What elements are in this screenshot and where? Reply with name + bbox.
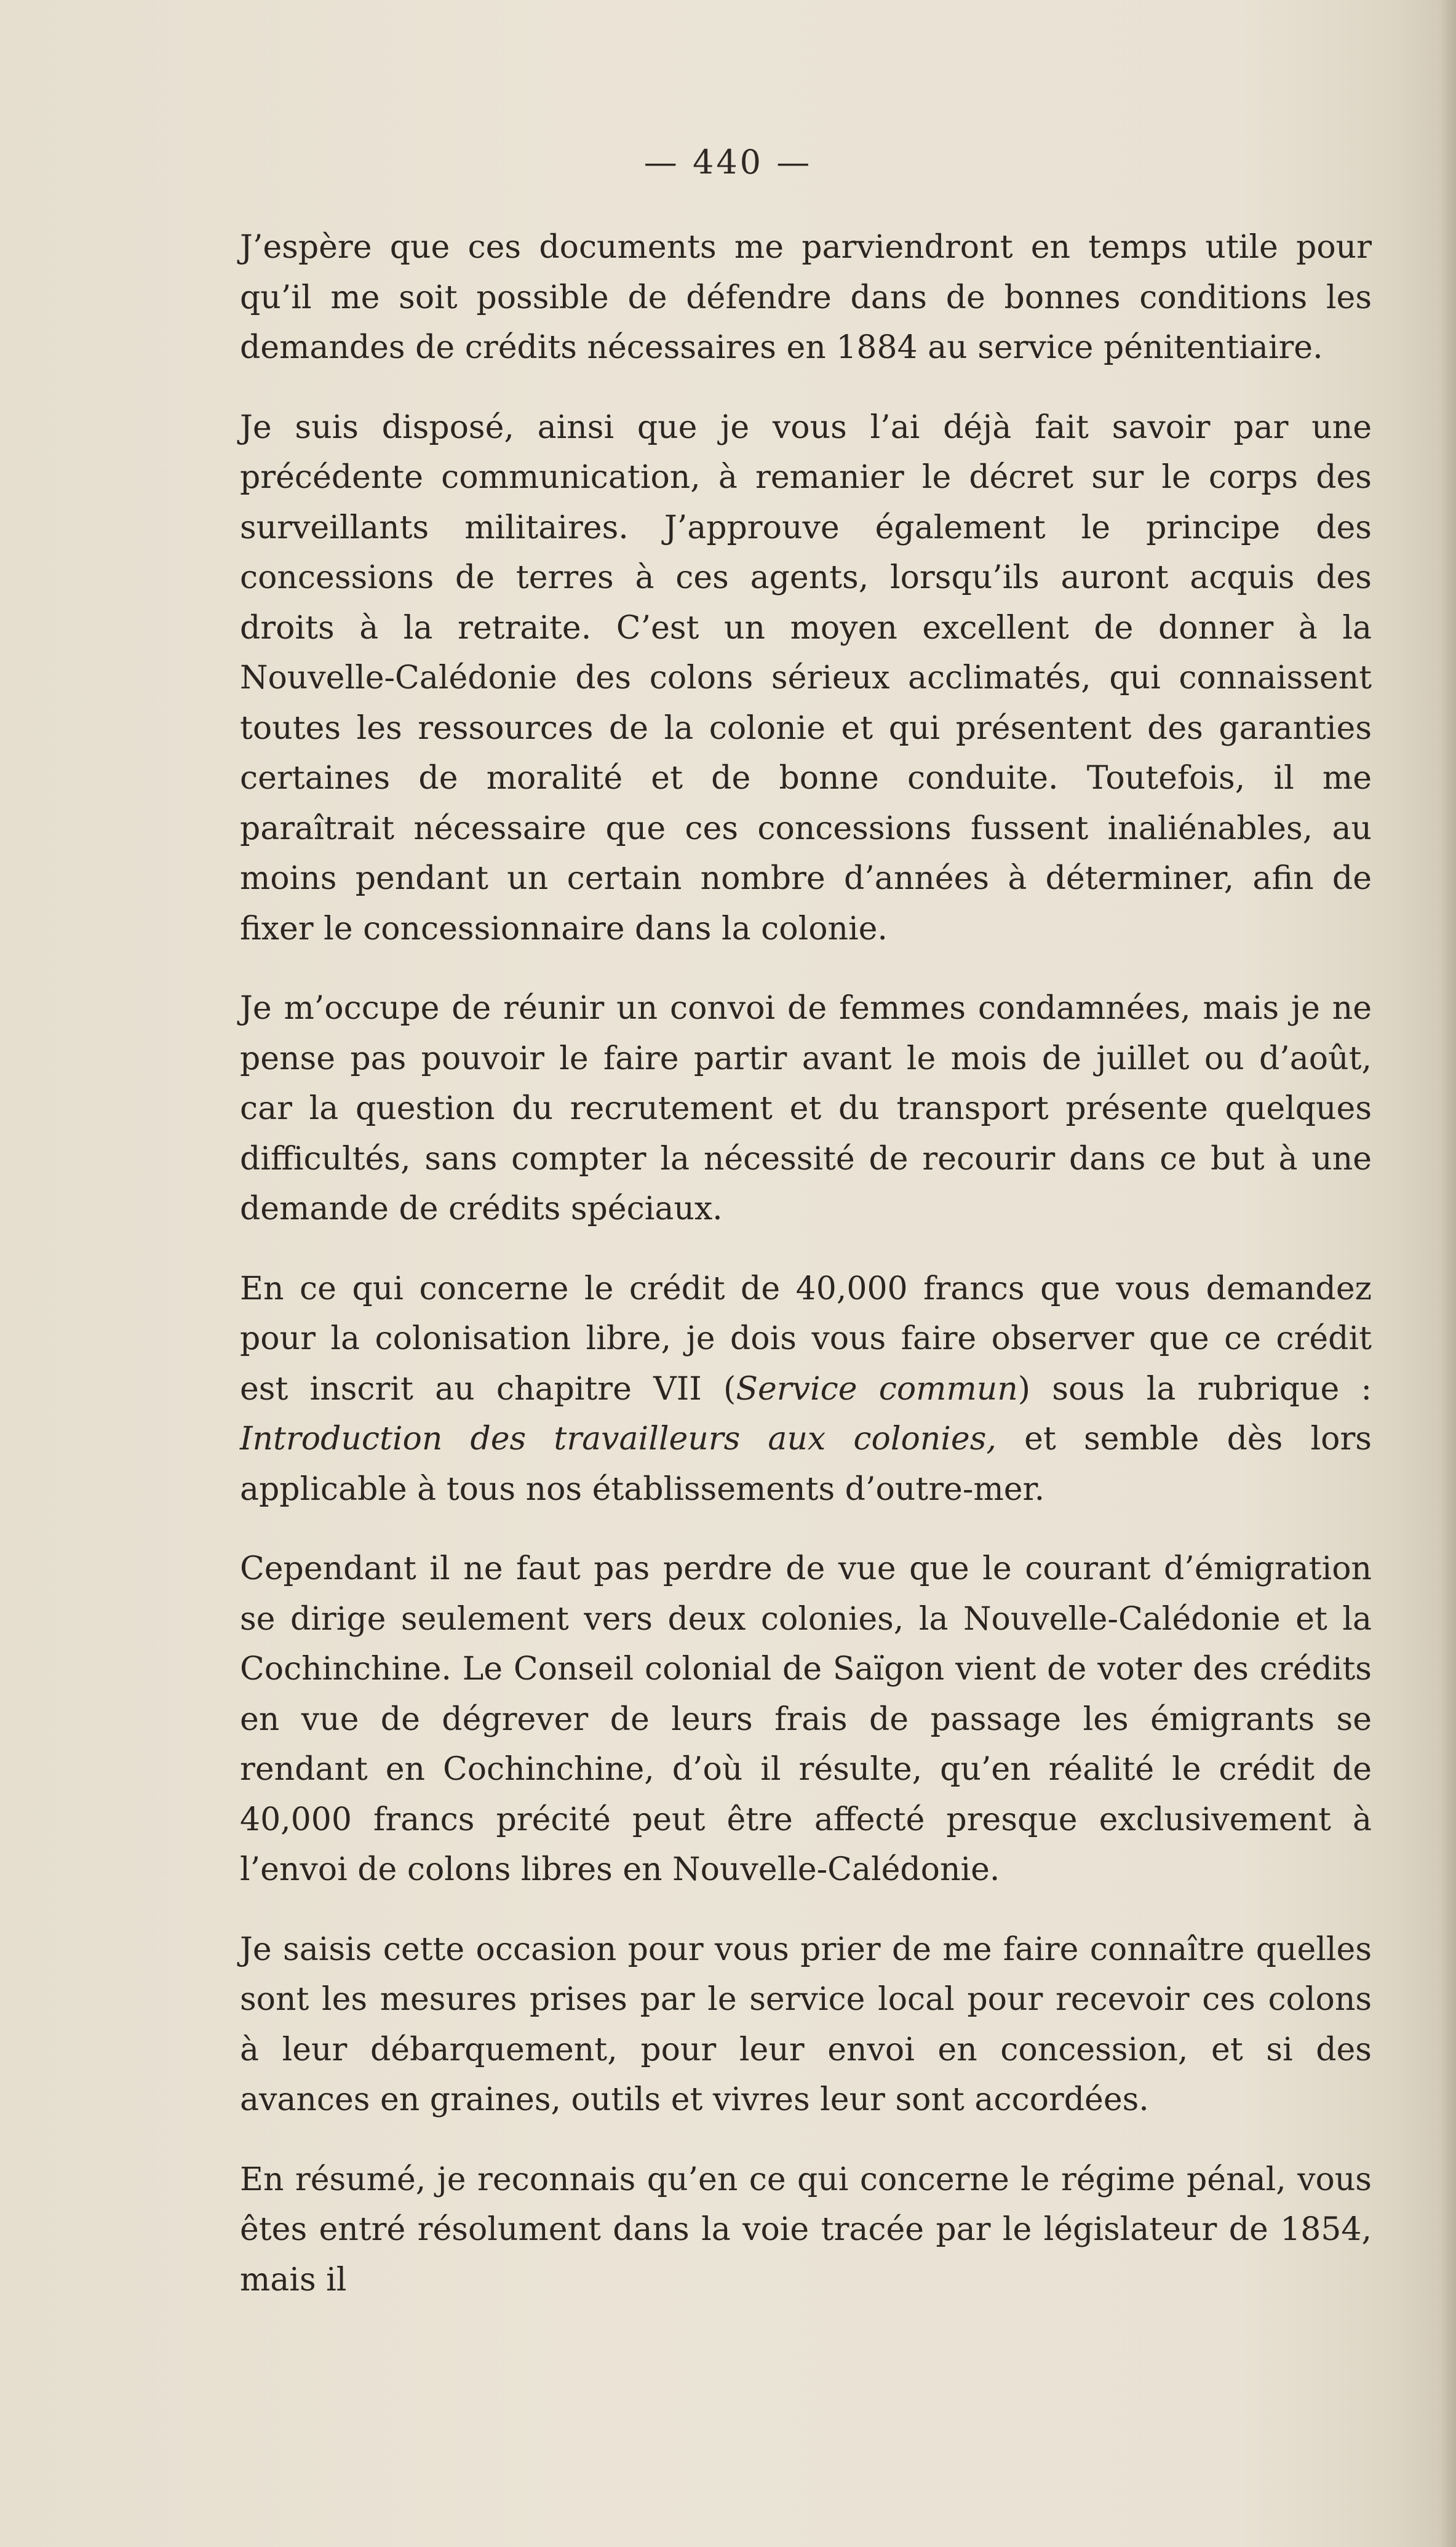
paragraph-4-text-c: et semble dès lors applicable à tous nos établissements d’outre-mer. xyxy=(240,1421,1372,1508)
paragraph-2: Je suis disposé, ainsi que je vous l’ai déjà fait savoir par une précédente communication, à remanier le décret sur le corps des surveillants militaires. J’approuve également le principe des concessions de terres à ces agents, lorsqu’ils auront acquis des droits à la retraite. C’est un moyen excellent de donner à la Nouvelle-Calédonie des colons sérieux acclimatés, qui connaissent toutes les ressources de la colonie et qui présentent des garanties certaines de moralité et de bonne conduite. Toutefois, il me paraîtrait nécessaire que ces concessions fussent inaliénables, au moins pendant un certain nombre d’années à déterminer, afin de fixer le concessionnaire dans la colonie. xyxy=(240,409,1372,947)
paragraph-3: Je m’occupe de réunir un convoi de femmes condamnées, mais je ne pense pas pouvoir le faire partir avant le mois de juillet ou d’août, car la question du recrutement et du transport présente quelques difficultés, sans compter la nécessité de recourir dans ce but à une demande de crédits spéciaux. xyxy=(240,990,1372,1227)
paragraph-7: En résumé, je reconnais qu’en ce qui concerne le régime pénal, vous êtes entré résolument dans la voie tracée par le législateur de 1854, mais il xyxy=(240,2161,1372,2298)
body-text xyxy=(240,223,1372,2335)
paragraph-4-text-b: ) sous la rubrique : xyxy=(1017,1370,1372,1408)
paragraph-4-italic-b: Introduction des travailleurs aux colonies, xyxy=(240,1421,997,1457)
paragraph-4-italic-a: Service commun xyxy=(736,1370,1018,1408)
paragraph-6: Je saisis cette occasion pour vous prier de me faire connaître quelles sont les mesures prises par le service local pour recevoir ces colons à leur débarquement, pour leur envoi en concession, et si des avances en graines, outils et vivres leur sont accordées. xyxy=(240,1931,1372,2118)
paragraph-4 xyxy=(240,1264,1372,1515)
paragraph-1: J’espère que ces documents me parviendront en temps utile pour qu’il me soit possible de défendre dans de bonnes conditions les demandes de crédits nécessaires en 1884 au service pénitentiaire. xyxy=(240,229,1372,366)
page-number: — 440 — xyxy=(643,143,813,181)
paragraph-4-text-a: En ce qui concerne le crédit de 40,000 francs que vous demandez pour la colonisation libre, je dois vous faire observer que ce crédit est inscrit au chapitre VII ( xyxy=(240,1270,1372,1408)
page-edge-shadow xyxy=(1439,0,1456,2547)
paragraph-5: Cependant il ne faut pas perdre de vue que le courant d’émigration se dirige seulement vers deux colonies, la Nouvelle-Calédonie et la Cochinchine. Le Conseil colonial de Saïgon vient de voter des crédits en vue de dégrever de leurs frais de passage les émigrants se rendant en Cochinchine, d’où il résulte, qu’en réalité le crédit de 40,000 francs précité peut être affecté presque exclusivement à l’envoi de colons libres en Nouvelle-Calédonie. xyxy=(240,1550,1372,1888)
